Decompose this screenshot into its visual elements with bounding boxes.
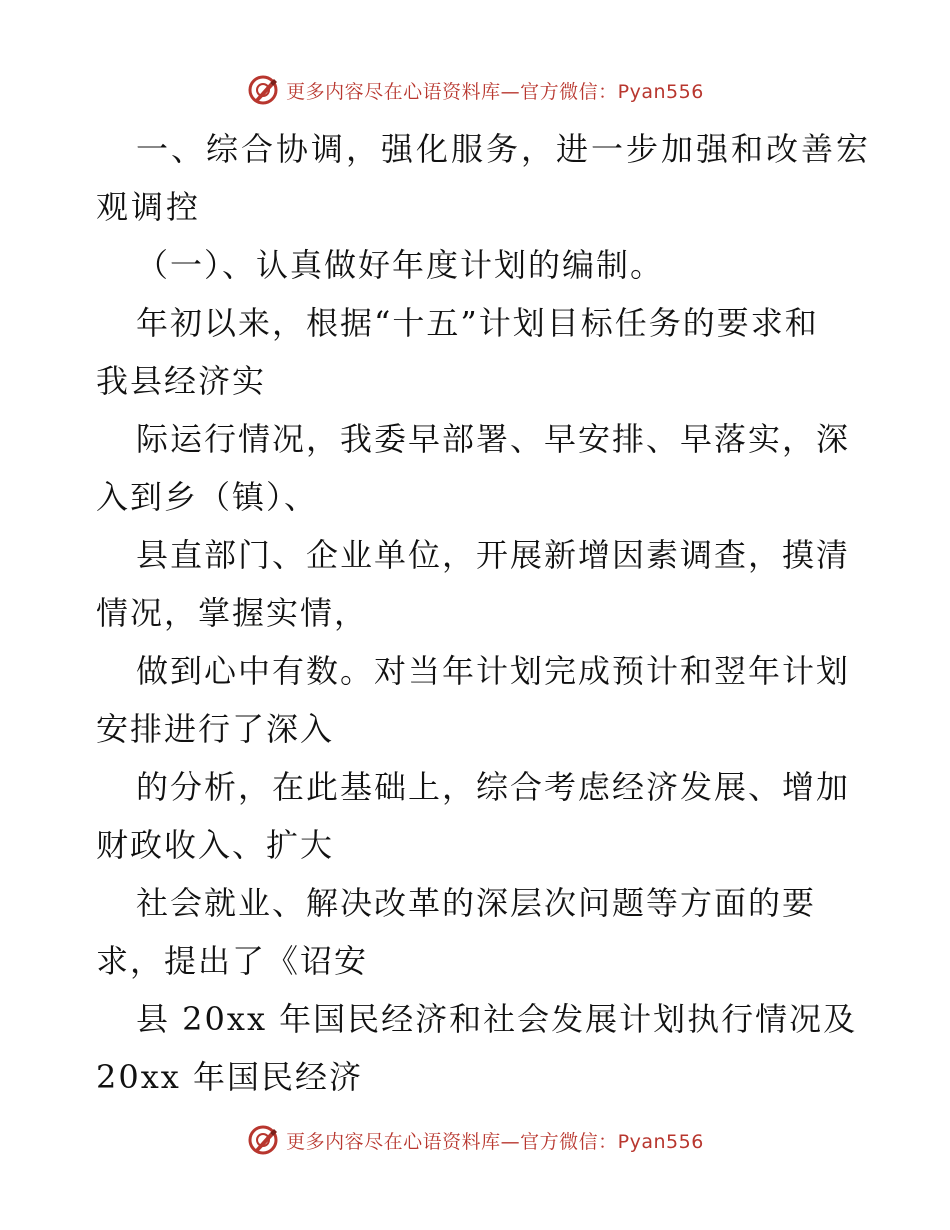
text-line: 社会就业、解决改革的深层次问题等方面的要 xyxy=(136,884,817,922)
footer-banner-text: 更多内容尽在心语资料库—官方微信：Pyan556 xyxy=(286,1130,704,1153)
header-banner xyxy=(0,70,950,110)
text-line: 求，提出了《诏安 xyxy=(96,942,369,980)
text-line: 一、综合协调，强化服务，进一步加强和改善宏 xyxy=(136,130,872,168)
text-line: 财政收入、扩大 xyxy=(96,826,335,864)
footer-banner xyxy=(0,1120,950,1160)
pen-logo-icon xyxy=(246,1123,280,1157)
text-line: 情况，掌握实情， xyxy=(96,594,369,632)
text-line: 县直部门、企业单位，开展新增因素调查，摸清 xyxy=(136,536,851,574)
text-line: 际运行情况，我委早部署、早安排、早落实，深 xyxy=(136,420,851,458)
header-banner-text: 更多内容尽在心语资料库—官方微信：Pyan556 xyxy=(286,80,704,103)
document-body xyxy=(96,120,872,1106)
text-line: 做到心中有数。对当年计划完成预计和翌年计划 xyxy=(136,652,851,690)
text-line: 的分析，在此基础上，综合考虑经济发展、增加 xyxy=(136,768,851,806)
text-line: 县 20xx 年国民经济和社会发展计划执行情况及 xyxy=(136,1000,858,1038)
pen-logo-icon xyxy=(246,73,280,107)
text-line: （一）、认真做好年度计划的编制。 xyxy=(136,246,665,284)
text-line: 观调控 xyxy=(96,188,202,226)
text-line: 入到乡（镇）、 xyxy=(96,478,319,516)
text-line: 我县经济实 xyxy=(96,362,267,400)
text-line: 安排进行了深入 xyxy=(96,710,335,748)
text-line: 20xx 年国民经济 xyxy=(96,1058,363,1096)
text-line: 年初以来，根据“十五”计划目标任务的要求和 xyxy=(136,304,819,342)
